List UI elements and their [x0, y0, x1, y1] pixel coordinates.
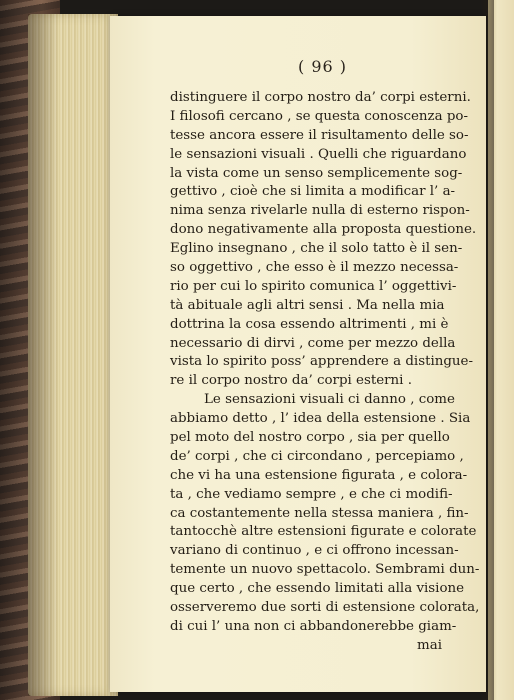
- text-line: dono negativamente alla proposta questione.: [170, 222, 477, 238]
- text-line: pel moto del nostro corpo , sia per quello: [170, 430, 450, 446]
- paragraph-start-line: Le sensazioni visuali ci danno , come: [204, 392, 455, 408]
- text-line: Eglino insegnano , che il solo tatto è il sen-: [170, 241, 463, 257]
- text-line: necessario di dirvi , come per mezzo della: [170, 335, 456, 351]
- text-line: gettivo , cioè che si limita a modificar l’ a-: [170, 184, 456, 200]
- text-line: so oggettivo , che esso è il mezzo necessa-: [170, 260, 459, 276]
- text-line: abbiamo detto , l’ idea della estensione . Sia: [170, 411, 471, 427]
- page-block-shadow: [28, 14, 58, 696]
- text-line: ca costantemente nella stessa maniera , fin-: [170, 505, 469, 521]
- text-line: tà abituale agli altri sensi . Ma nella mia: [170, 297, 445, 313]
- text-line: dottrina la cosa essendo altrimenti , mi è: [170, 316, 449, 332]
- text-line: vista lo spirito poss’ apprendere a distingue-: [170, 354, 473, 370]
- text-line: tesse ancora essere il risultamento delle so-: [170, 127, 469, 143]
- text-line: di cui l’ una non ci abbandonerebbe giam-: [170, 618, 457, 634]
- text-line: re il corpo nostro da’ corpi esterni .: [170, 373, 412, 389]
- text-line: que certo , che essendo limitati alla visione: [170, 581, 465, 597]
- text-line: nima senza rivelarle nulla di esterno rispon-: [170, 203, 470, 219]
- text-line: che vi ha una estensione figurata , e colora-: [170, 467, 468, 483]
- text-line: variano di continuo , e ci offrono incessan-: [170, 543, 459, 559]
- text-line: temente un nuovo spettacolo. Sembrami dun-: [170, 562, 480, 578]
- page-number: ( 96 ): [298, 57, 348, 76]
- text-line: osserveremo due sorti di estensione colorata,: [170, 600, 480, 616]
- text-line: distinguere il corpo nostro da’ corpi esterni.: [170, 90, 471, 105]
- page-text: [170, 89, 480, 656]
- text-line: ta , che vediamo sempre , e che ci modifi-: [170, 486, 453, 502]
- text-line: de’ corpi , che ci circondano , percepiamo ,: [170, 448, 464, 464]
- text-line: la vista come un senso semplicemente sog-: [170, 165, 463, 181]
- catchword: mai: [417, 637, 442, 653]
- text-line: rio per cui lo spirito comunica l’ oggettivi-: [170, 278, 457, 294]
- text-line: tantocchè altre estensioni figurate e colorate: [170, 524, 477, 540]
- text-line: I filosofi cercano , se questa conoscenza po-: [170, 108, 468, 124]
- text-line: le sensazioni visuali . Quelli che riguardano: [170, 146, 467, 162]
